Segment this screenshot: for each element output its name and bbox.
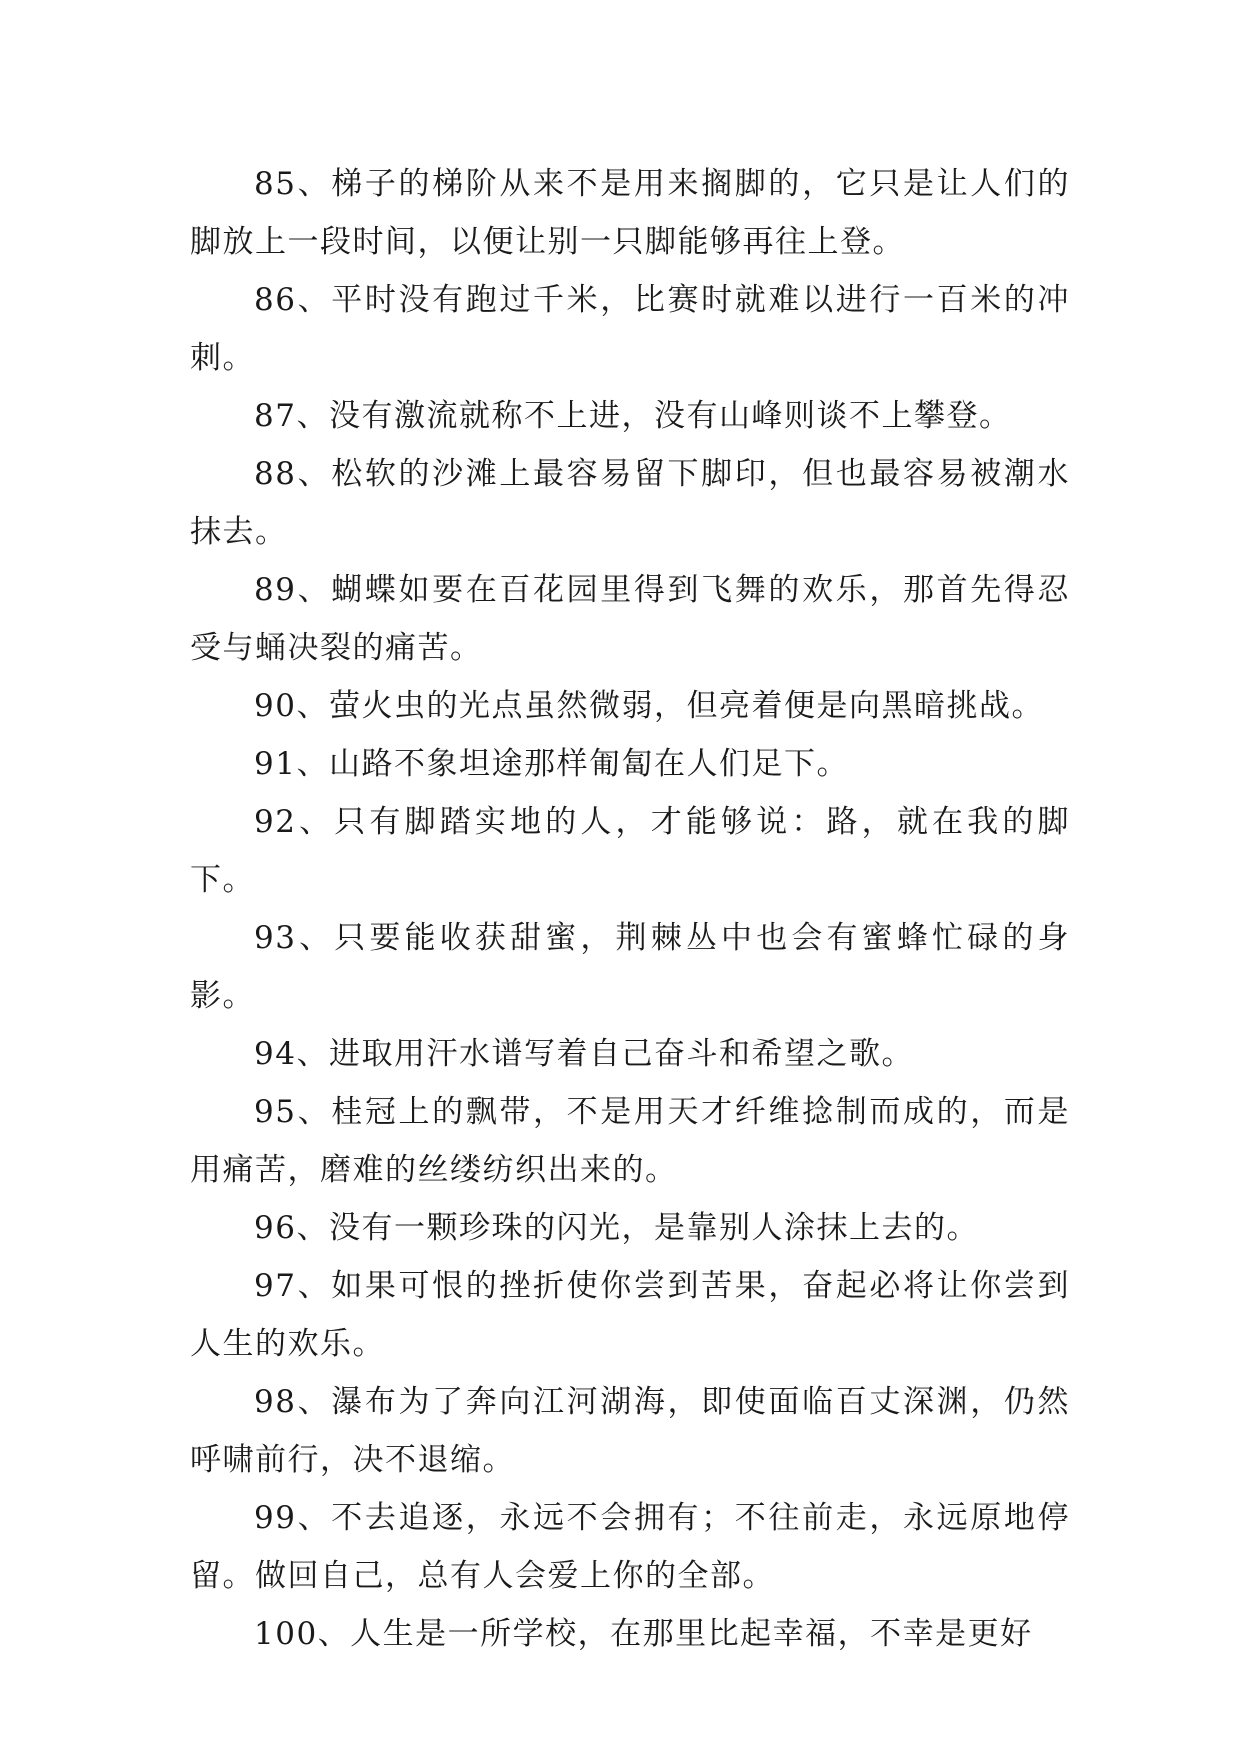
quote-paragraph-87: 87、没有激流就称不上进，没有山峰则谈不上攀登。 (254, 398, 1012, 434)
quote-paragraph-85: 85、梯子的梯阶从来不是用来搁脚的，它只是让人们的脚放上一段时间，以便让别一只脚能够再往上登。 (190, 166, 1070, 260)
quote-paragraph-100: 100、人生是一所学校，在那里比起幸福，不幸是更好 (254, 1616, 1033, 1652)
quote-paragraph-99: 99、不去追逐，永远不会拥有；不往前走，永远原地停留。做回自己，总有人会爱上你的全部。 (190, 1500, 1070, 1594)
quote-paragraph-90: 90、萤火虫的光点虽然微弱，但亮着便是向黑暗挑战。 (254, 688, 1044, 724)
quote-paragraph-86: 86、平时没有跑过千米，比赛时就难以进行一百米的冲刺。 (190, 282, 1070, 376)
quote-paragraph-97: 97、如果可恨的挫折使你尝到苦果，奋起必将让你尝到人生的欢乐。 (190, 1268, 1070, 1362)
quote-paragraph-93: 93、只要能收获甜蜜，荆棘丛中也会有蜜蜂忙碌的身影。 (190, 920, 1070, 1014)
quote-paragraph-94: 94、进取用汗水谱写着自己奋斗和希望之歌。 (254, 1036, 914, 1072)
quote-paragraph-91: 91、山路不象坦途那样匍匐在人们足下。 (254, 746, 849, 782)
quote-paragraph-88: 88、松软的沙滩上最容易留下脚印，但也最容易被潮水抹去。 (190, 456, 1070, 550)
quote-paragraph-89: 89、蝴蝶如要在百花园里得到飞舞的欢乐，那首先得忍受与蛹决裂的痛苦。 (190, 572, 1070, 666)
quote-paragraph-96: 96、没有一颗珍珠的闪光，是靠别人涂抹上去的。 (254, 1210, 979, 1246)
quote-paragraph-92: 92、只有脚踏实地的人，才能够说：路，就在我的脚下。 (190, 804, 1070, 898)
quote-list (190, 155, 1070, 1663)
quote-paragraph-95: 95、桂冠上的飘带，不是用天才纤维捻制而成的，而是用痛苦，磨难的丝缕纺织出来的。 (190, 1094, 1070, 1188)
quote-paragraph-98: 98、瀑布为了奔向江河湖海，即使面临百丈深渊，仍然呼啸前行，决不退缩。 (190, 1384, 1070, 1478)
